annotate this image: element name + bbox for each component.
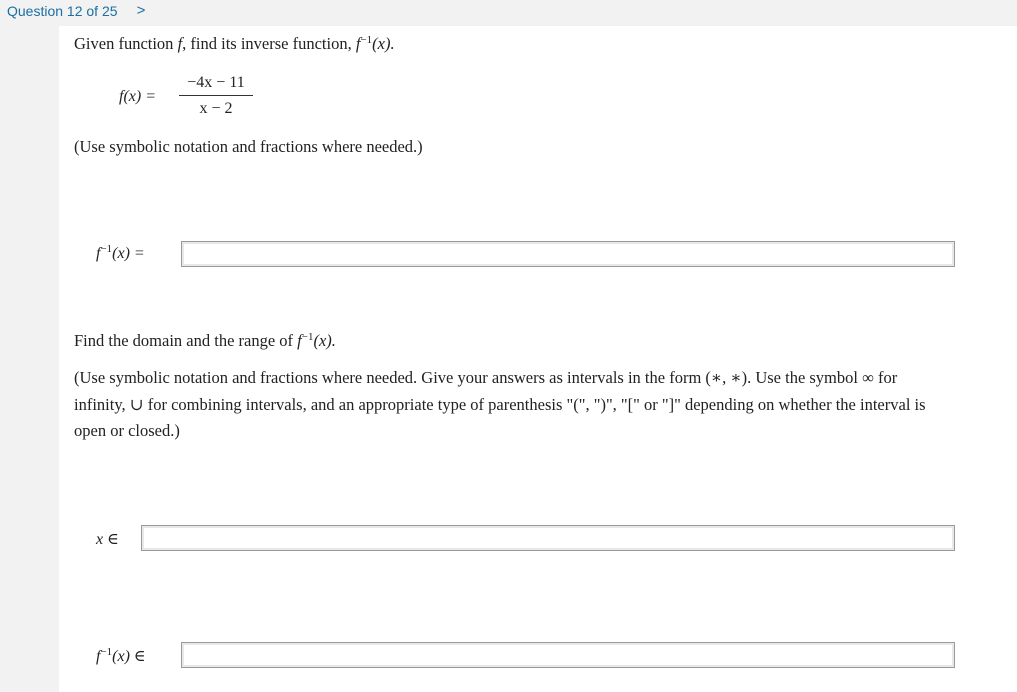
fraction-bar	[179, 95, 253, 96]
question-counter: Question 12 of 25	[7, 3, 118, 19]
domain-label: x ∈	[96, 531, 119, 548]
inverse-label: $f^{-1}(x)$ =	[96, 243, 145, 262]
function-label: f(x) =	[119, 88, 156, 105]
question-panel	[59, 26, 1017, 692]
inverse-function-input[interactable]	[181, 241, 955, 267]
notation-note: (Use symbolic notation and fractions where needed.)	[74, 137, 423, 156]
interval-instructions-line-2: infinity, ∪ for combining intervals, and an appropriate type of parenthesis "(", ")", "[" or "]" depending on whether the interval is	[74, 395, 926, 414]
range-input[interactable]	[181, 642, 955, 668]
fraction-numerator: −4x − 11	[187, 74, 245, 91]
next-question-chevron-icon[interactable]: >	[136, 2, 146, 19]
problem-intro: Given function f, find its inverse function, $f^{-1}(x)$.	[74, 34, 395, 53]
function-fraction	[179, 73, 253, 119]
range-label: $f^{-1}(x)$ ∈	[96, 646, 146, 665]
domain-range-prompt: Find the domain and the range of $f^{-1}(x)$.	[74, 331, 336, 350]
interval-instructions-line-3: open or closed.)	[74, 421, 180, 440]
domain-input[interactable]	[141, 525, 955, 551]
interval-instructions-line-1: (Use symbolic notation and fractions where needed. Give your answers as intervals in the form (∗, ∗). Use the symbol ∞ for	[74, 368, 898, 387]
fraction-denominator: x − 2	[199, 100, 233, 117]
question-nav-bar	[0, 0, 1017, 25]
